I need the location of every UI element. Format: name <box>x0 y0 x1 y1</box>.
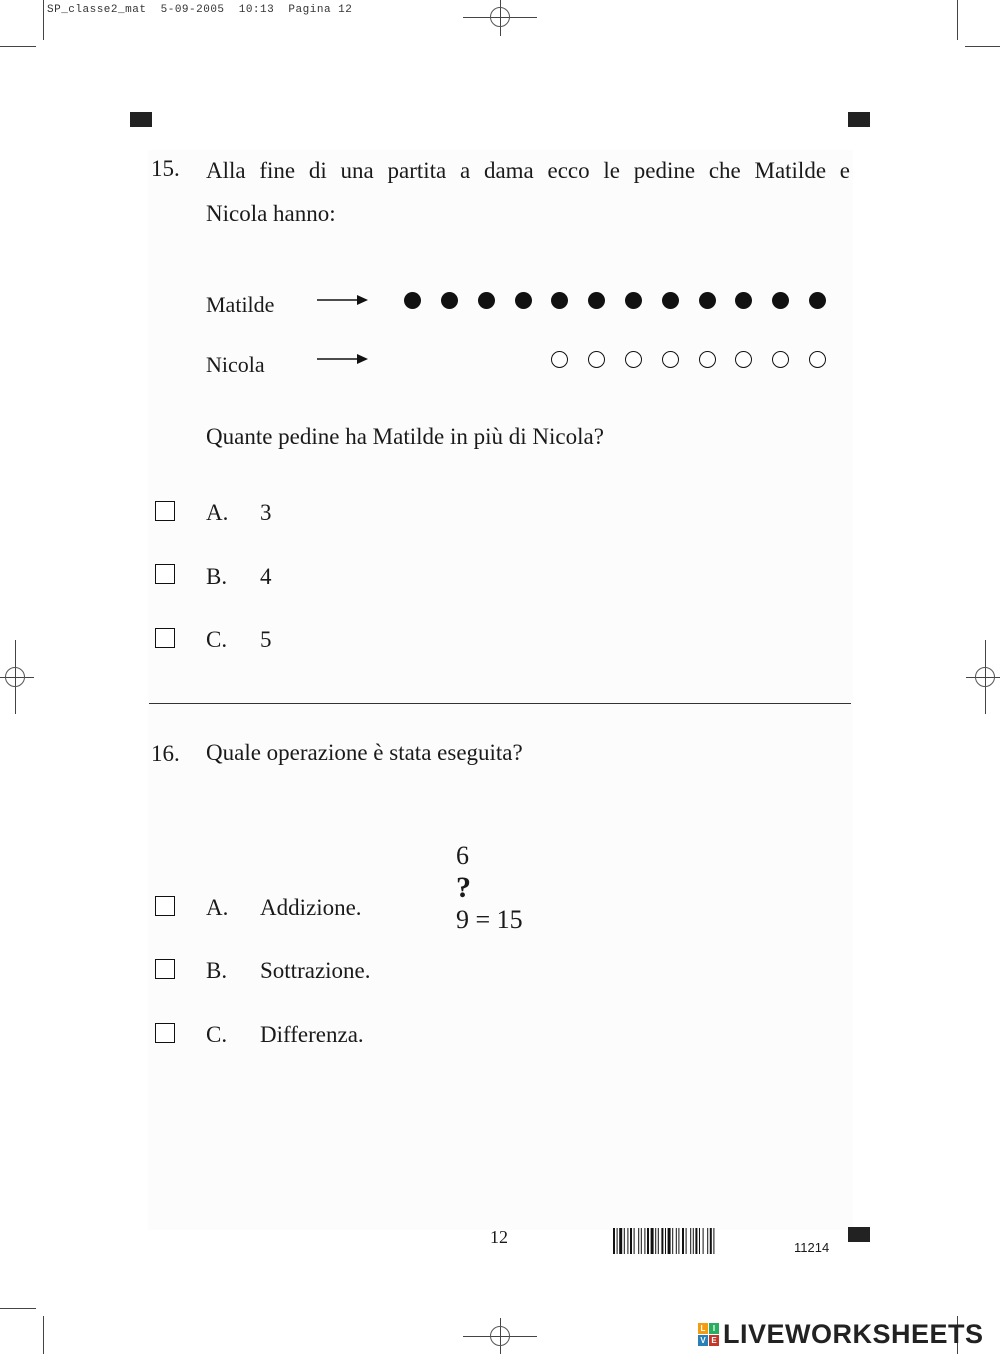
black-piece <box>625 292 642 309</box>
arrow-right-icon <box>317 293 369 307</box>
checkbox-q15-b[interactable] <box>155 564 175 584</box>
crop-mark-top-left-h <box>0 46 36 47</box>
white-piece <box>809 351 826 368</box>
equation <box>443 811 523 935</box>
question-15-number: 15. <box>151 156 180 181</box>
black-piece <box>809 292 826 309</box>
arrow-right-icon <box>317 352 369 366</box>
white-piece <box>699 351 716 368</box>
crop-mark-top-right-h <box>965 46 1000 47</box>
option-letter: B. <box>206 564 228 589</box>
option-value: 5 <box>260 627 272 652</box>
option-value: Addizione. <box>260 895 362 920</box>
option-letter: A. <box>206 500 229 525</box>
logo-letter: L <box>698 1323 708 1334</box>
checkbox-q15-a[interactable] <box>155 501 175 521</box>
crop-mark-top-left-v <box>43 0 44 40</box>
checkbox-q16-b[interactable] <box>155 959 175 979</box>
section-divider <box>149 703 851 704</box>
option-letter: C. <box>206 627 228 652</box>
equation-left: 6 <box>456 841 469 870</box>
crop-mark-bottom-left-h <box>0 1308 36 1309</box>
barcode-icon <box>613 1228 777 1254</box>
alignment-square-bottom-right <box>848 1227 870 1242</box>
option-value: 3 <box>260 500 272 525</box>
alignment-square-top-left <box>130 112 152 127</box>
option-letter: B. <box>206 958 228 983</box>
barcode-number: 11214 <box>794 1240 830 1255</box>
question-15-text-line2: Nicola hanno: <box>206 201 336 226</box>
logo-letter: E <box>709 1335 719 1346</box>
question-16-number: 16. <box>151 741 180 766</box>
question-15-text: Alla fine di una partita a dama ecco le pedine che Matilde e <box>206 158 850 183</box>
checkbox-q16-c[interactable] <box>155 1023 175 1043</box>
logo-letter: I <box>709 1323 719 1334</box>
option-value: 4 <box>260 564 272 589</box>
option-value: Differenza. <box>260 1022 364 1047</box>
black-piece <box>699 292 716 309</box>
crop-mark-top-right-v <box>957 0 958 40</box>
white-piece <box>625 351 642 368</box>
option-letter: C. <box>206 1022 228 1047</box>
black-piece <box>478 292 495 309</box>
option-value: Sottrazione. <box>260 958 371 983</box>
option-letter: A. <box>206 895 229 920</box>
checkbox-q15-c[interactable] <box>155 628 175 648</box>
crop-mark-bottom-left-v <box>43 1316 44 1354</box>
black-piece <box>441 292 458 309</box>
black-piece <box>515 292 532 309</box>
black-piece <box>662 292 679 309</box>
print-header: SP_classe2_mat 5-09-2005 10:13 Pagina 12 <box>47 4 353 16</box>
page-number: 12 <box>490 1227 508 1247</box>
liveworksheets-logo <box>698 1320 994 1350</box>
brand-name: LIVEWORKSHEETS <box>723 1319 984 1349</box>
question-16-text: Quale operazione è stata eseguita? <box>206 740 523 765</box>
white-piece <box>662 351 679 368</box>
row-label-matilde: Matilde <box>206 292 275 317</box>
equation-right: 9 = 15 <box>456 905 523 934</box>
logo-letter: V <box>698 1335 708 1346</box>
row-label-nicola: Nicola <box>206 352 265 377</box>
alignment-square-top-right <box>848 112 870 127</box>
logo-badge-icon <box>698 1323 720 1347</box>
question-15-prompt: Quante pedine ha Matilde in più di Nicola? <box>206 424 604 449</box>
equation-operator: ? <box>456 871 471 904</box>
checkbox-q16-a[interactable] <box>155 896 175 916</box>
